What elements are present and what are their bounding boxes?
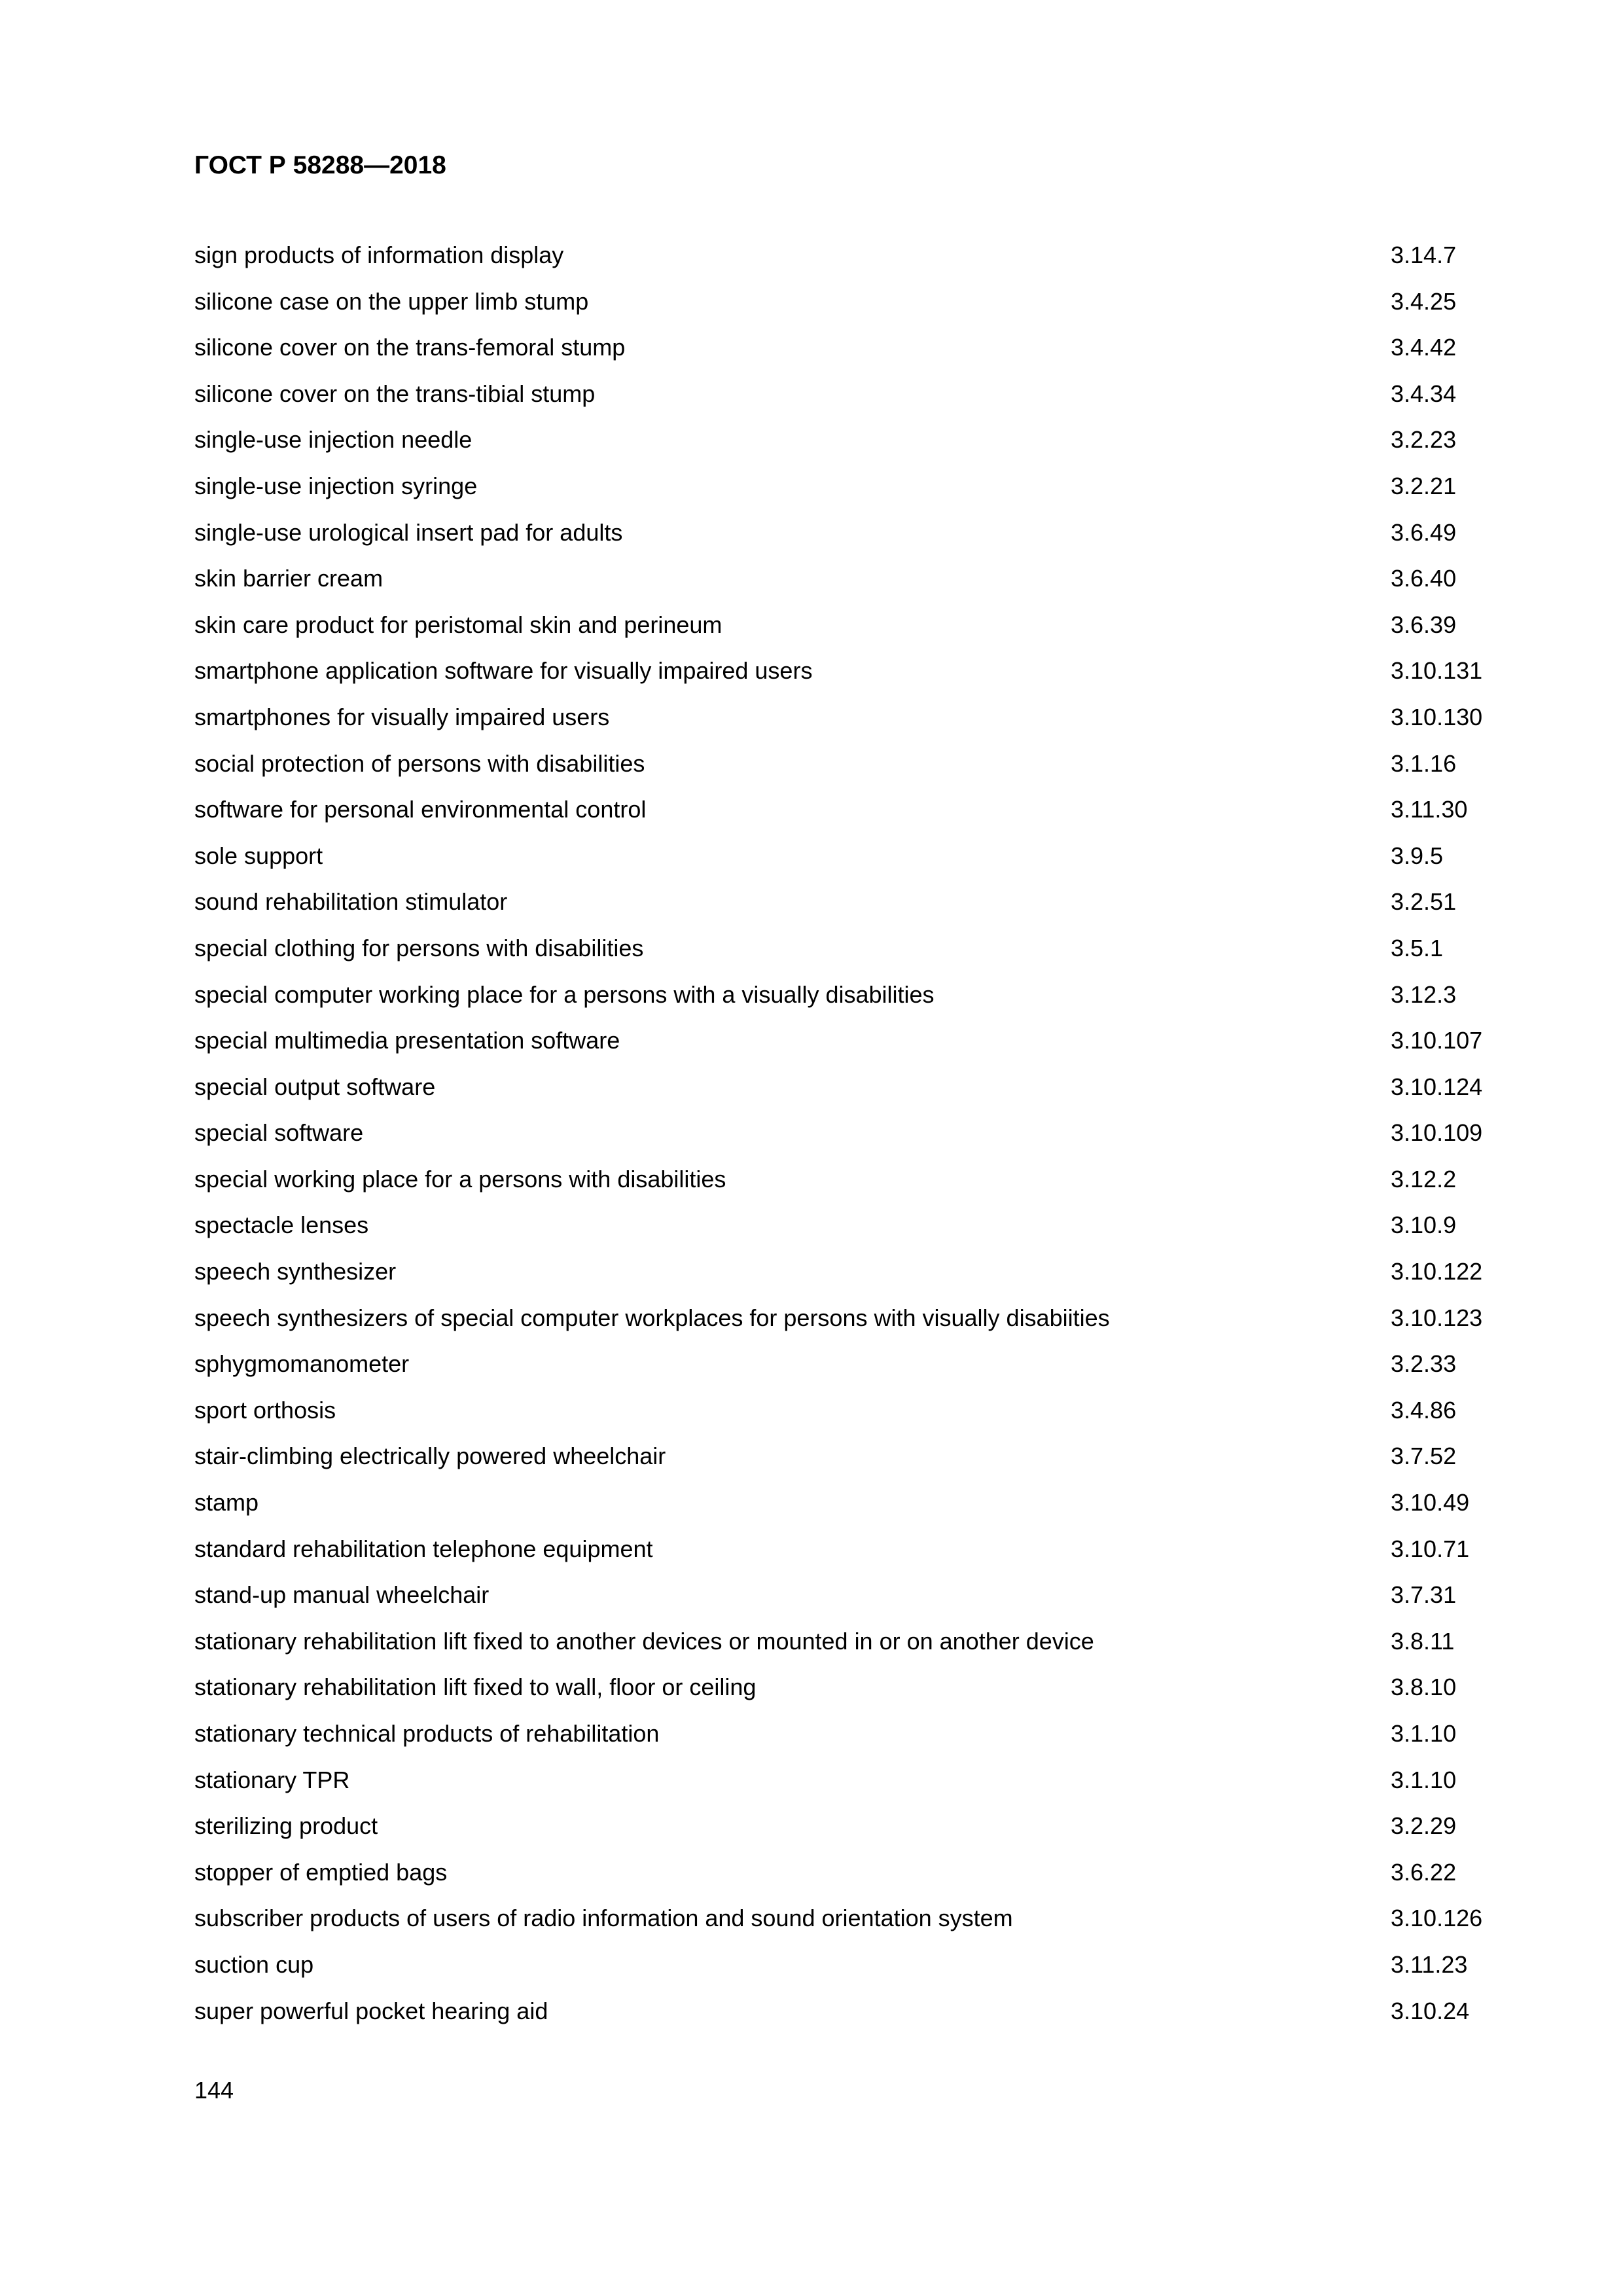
document-header: ГОСТ Р 58288—2018 [194, 151, 446, 179]
index-entry [194, 605, 1457, 652]
index-section-ref: 3.10.109 [1391, 1119, 1483, 1147]
index-term: suction cup [194, 1950, 314, 1978]
index-section-ref: 3.10.49 [1391, 1489, 1470, 1516]
index-entry [194, 1668, 1457, 1714]
index-entry [194, 1344, 1457, 1391]
index-section-ref: 3.1.10 [1391, 1766, 1457, 1793]
index-section-ref: 3.10.71 [1391, 1535, 1470, 1562]
index-term: silicone case on the upper limb stump [194, 287, 589, 315]
index-section-ref: 3.1.10 [1391, 1720, 1457, 1747]
index-section-ref: 3.10.107 [1391, 1027, 1483, 1054]
index-section-ref: 3.2.29 [1391, 1812, 1457, 1840]
index-section-ref: 3.10.130 [1391, 703, 1483, 730]
index-entry [194, 1992, 1470, 2038]
index-section-ref: 3.12.3 [1391, 980, 1457, 1008]
index-entry [194, 236, 1457, 282]
index-entry [194, 420, 1457, 467]
index-entry [194, 975, 1457, 1022]
index-section-ref: 3.10.124 [1391, 1073, 1483, 1100]
index-entry [194, 1761, 1457, 1807]
index-term: stationary TPR [194, 1766, 350, 1793]
index-term: speech synthesizers of special computer workplaces for persons with visually disabiities [194, 1304, 1110, 1331]
index-term: special software [194, 1119, 364, 1147]
index-section-ref: 3.12.2 [1391, 1165, 1457, 1193]
index-section-ref: 3.5.1 [1391, 934, 1444, 961]
index-term: speech synthesizer [194, 1258, 397, 1285]
index-section-ref: 3.4.86 [1391, 1396, 1457, 1424]
index-entry [194, 328, 1457, 374]
index-section-ref: 3.10.24 [1391, 1997, 1470, 2024]
index-term: stationary technical products of rehabilitation [194, 1720, 660, 1747]
index-section-ref: 3.6.22 [1391, 1858, 1457, 1886]
index-term: sign products of information display [194, 242, 564, 268]
index-entry [194, 882, 1457, 929]
index-section-ref: 3.7.52 [1391, 1443, 1457, 1470]
index-term: single-use urological insert pad for adults [194, 518, 623, 546]
index-entry [194, 1021, 1483, 1067]
index-entry [194, 744, 1457, 791]
index-term: special working place for a persons with disabilities [194, 1165, 726, 1193]
index-section-ref: 3.6.49 [1391, 518, 1457, 546]
index-entry [194, 1113, 1483, 1160]
index-term: single-use injection syringe [194, 472, 478, 499]
index-term: standard rehabilitation telephone equipment [194, 1535, 653, 1562]
index-section-ref: 3.4.25 [1391, 287, 1457, 315]
index-entry [194, 1391, 1457, 1437]
index-entry [194, 1622, 1455, 1668]
index-entry [194, 790, 1468, 836]
index-section-ref: 3.2.33 [1391, 1350, 1457, 1378]
index-term: stand-up manual wheelchair [194, 1581, 490, 1609]
index-entry [194, 836, 1451, 883]
index-entry [194, 1714, 1457, 1761]
index-section-ref: 3.4.42 [1391, 334, 1457, 361]
index-term: smartphone application software for visually impaired users [194, 657, 813, 685]
index-entry [194, 1575, 1457, 1622]
index-section-ref: 3.2.21 [1391, 472, 1457, 499]
index-term: stair-climbing electrically powered wheelchair [194, 1443, 666, 1470]
index-section-ref: 3.10.126 [1391, 1905, 1483, 1932]
index-term: stopper of emptied bags [194, 1858, 448, 1886]
index-term: special multimedia presentation software [194, 1027, 620, 1054]
index-term: single-use injection needle [194, 426, 473, 454]
index-section-ref: 3.4.34 [1391, 380, 1457, 407]
index-entry [194, 1483, 1470, 1530]
index-entry [194, 1437, 1457, 1483]
index-term: sport orthosis [194, 1396, 336, 1424]
index-term: super powerful pocket hearing aid [194, 1997, 548, 2024]
index-entry [194, 1299, 1483, 1345]
index-entry [194, 1530, 1470, 1576]
index-section-ref: 3.2.23 [1391, 426, 1457, 454]
term-index-list [194, 236, 1483, 2037]
index-term: stationary rehabilitation lift fixed to wall, floor or ceiling [194, 1674, 757, 1701]
index-term: sole support [194, 842, 323, 869]
index-entry [194, 929, 1451, 975]
index-term: sterilizing product [194, 1812, 378, 1840]
index-section-ref: 3.14.7 [1391, 242, 1457, 268]
index-section-ref: 3.10.9 [1391, 1211, 1457, 1239]
index-section-ref: 3.9.5 [1391, 842, 1444, 869]
index-term: skin care product for peristomal skin and perineum [194, 611, 722, 638]
index-term: social protection of persons with disabilities [194, 749, 645, 777]
index-term: spectacle lenses [194, 1211, 369, 1239]
index-term: silicone cover on the trans-tibial stump [194, 380, 596, 407]
index-section-ref: 3.2.51 [1391, 888, 1457, 916]
index-entry [194, 1206, 1457, 1252]
index-entry [194, 1899, 1483, 1945]
index-term: skin barrier cream [194, 565, 383, 592]
index-entry [194, 467, 1457, 513]
index-section-ref: 3.10.122 [1391, 1258, 1483, 1285]
index-section-ref: 3.7.31 [1391, 1581, 1457, 1609]
index-section-ref: 3.10.123 [1391, 1304, 1483, 1331]
index-term: special clothing for persons with disabilities [194, 934, 644, 961]
index-section-ref: 3.6.40 [1391, 565, 1457, 592]
index-term: stationary rehabilitation lift fixed to another devices or mounted in or on another device [194, 1627, 1094, 1655]
index-section-ref: 3.10.131 [1391, 657, 1483, 685]
index-section-ref: 3.1.16 [1391, 749, 1457, 777]
index-section-ref: 3.6.39 [1391, 611, 1457, 638]
index-term: stamp [194, 1489, 259, 1516]
index-entry [194, 513, 1457, 560]
index-entry [194, 698, 1483, 744]
index-term: silicone cover on the trans-femoral stump [194, 334, 626, 361]
index-section-ref: 3.8.11 [1391, 1627, 1455, 1655]
index-entry [194, 559, 1457, 605]
index-term: smartphones for visually impaired users [194, 703, 610, 730]
index-term: sphygmomanometer [194, 1350, 410, 1378]
index-entry [194, 1252, 1483, 1299]
index-section-ref: 3.11.30 [1391, 796, 1468, 823]
index-entry [194, 1945, 1468, 1992]
index-entry [194, 1853, 1457, 1899]
index-entry [194, 374, 1457, 421]
index-term: software for personal environmental control [194, 796, 647, 823]
index-entry [194, 1160, 1457, 1206]
index-entry [194, 1806, 1457, 1853]
index-entry [194, 282, 1457, 329]
page-number: 144 [194, 2077, 234, 2104]
index-entry [194, 651, 1483, 698]
index-term: special computer working place for a persons with a visually disabilities [194, 980, 935, 1008]
index-entry [194, 1067, 1483, 1114]
index-term: special output software [194, 1073, 436, 1100]
index-section-ref: 3.11.23 [1391, 1950, 1468, 1978]
index-term: subscriber products of users of radio information and sound orientation system [194, 1905, 1013, 1932]
index-term: sound rehabilitation stimulator [194, 888, 508, 916]
index-section-ref: 3.8.10 [1391, 1674, 1457, 1701]
